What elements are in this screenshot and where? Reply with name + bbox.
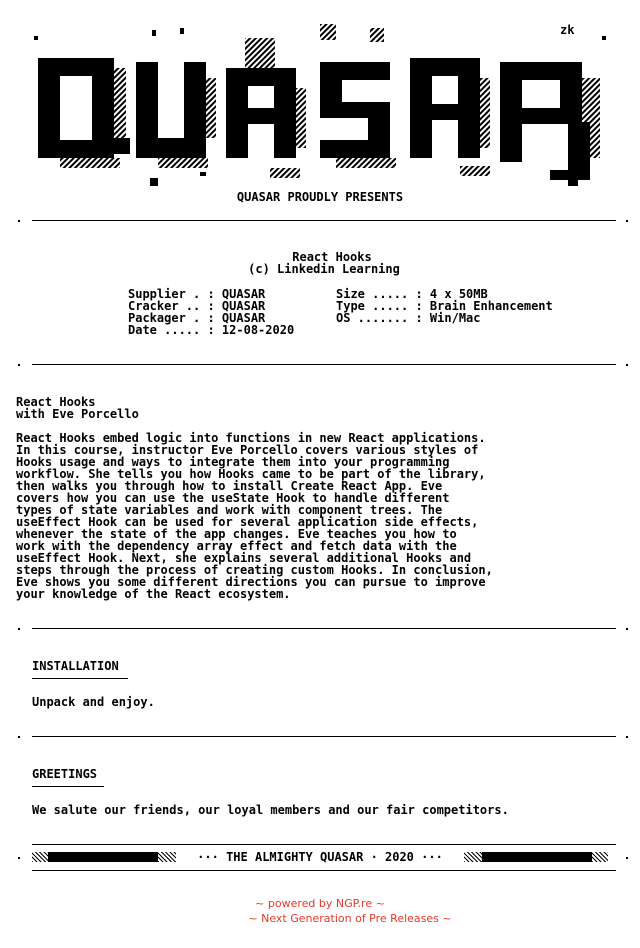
logo-letter-a — [226, 38, 306, 158]
installation-text: Unpack and enjoy. — [32, 695, 155, 709]
separator-dot — [626, 628, 628, 630]
footer-powered: ~ powered by NGP.re ~ — [255, 897, 385, 910]
description-line: covers how you can use the useState Hook to handle different — [16, 491, 450, 505]
description-line: In this course, instructor Eve Porcello covers various styles of — [16, 443, 479, 457]
logo-letter-a2 — [410, 58, 490, 158]
separator — [32, 870, 616, 871]
footer-tagline: ~ Next Generation of Pre Releases ~ — [248, 912, 452, 925]
release-info-right — [336, 288, 553, 324]
separator — [32, 364, 616, 365]
separator-dot — [18, 736, 20, 738]
release-info-left — [128, 288, 294, 336]
banner-bar-solid — [482, 852, 592, 862]
release-title: React Hooks — [292, 250, 372, 264]
logo-letter-s — [320, 62, 396, 168]
separator-dot — [18, 364, 20, 366]
separator-dot — [626, 857, 628, 859]
description-heading — [16, 396, 139, 420]
description-line: work with the dependency array effect and fetch data with the — [16, 539, 457, 553]
separator-dot — [626, 736, 628, 738]
description-line: types of state variables and work with component trees. The — [16, 503, 443, 517]
info-os: OS ....... : Win/Mac — [336, 311, 481, 325]
description-author: with Eve Porcello — [16, 407, 139, 421]
separator — [32, 736, 616, 737]
description-line: useEffect Hook. Next, she explains several additional Hooks and — [16, 551, 472, 565]
separator-dot — [18, 220, 20, 222]
logo-letter-u — [136, 62, 216, 168]
logo-letter-r — [500, 62, 600, 180]
info-packager: Packager . : QUASAR — [128, 311, 266, 325]
description-line: your knowledge of the React ecosystem. — [16, 587, 291, 601]
greetings-text: We salute our friends, our loyal members and our fair competitors. — [32, 803, 509, 817]
quasar-logo — [20, 18, 620, 193]
description-body — [16, 432, 493, 600]
description-line: workflow. She tells you how Hooks came to be part of the library, — [16, 467, 486, 481]
description-line: whenever the state of the app changes. Eve teaches you how to — [16, 527, 457, 541]
separator-dot — [626, 220, 628, 222]
banner-bar-hatch — [464, 852, 482, 862]
description-line: steps through the process of creating custom Hooks. In conclusion, — [16, 563, 493, 577]
info-cracker: Cracker .. : QUASAR — [128, 299, 266, 313]
info-type: Type ..... : Brain Enhancement — [336, 299, 553, 313]
description-line: Eve shows you some different directions you can pursue to improve — [16, 575, 486, 589]
bottom-banner-text: ··· THE ALMIGHTY QUASAR · 2020 ··· — [197, 850, 443, 864]
banner-bar-hatch — [592, 852, 608, 862]
description-line: then walks you through how to install Create React App. Eve — [16, 479, 443, 493]
separator-dot — [18, 628, 20, 630]
separator — [32, 220, 616, 221]
separator-dot — [626, 364, 628, 366]
info-supplier: Supplier . : QUASAR — [128, 287, 266, 301]
separator — [32, 844, 616, 845]
logo-letter-q — [38, 58, 130, 168]
info-date: Date ..... : 12-08-2020 — [128, 323, 295, 337]
logo-tag: zk — [560, 23, 575, 37]
info-size: Size ..... : 4 x 50MB — [336, 287, 488, 301]
release-publisher: (c) Linkedin Learning — [248, 262, 400, 276]
installation-heading: INSTALLATION — [32, 660, 128, 679]
description-line: React Hooks embed logic into functions in new React applications. — [16, 431, 486, 445]
greetings-heading: GREETINGS — [32, 768, 104, 787]
description-line: useEffect Hook can be used for several application side effects, — [16, 515, 479, 529]
presents-line: QUASAR PROUDLY PRESENTS — [236, 190, 404, 204]
description-line: Hooks usage and ways to integrate them into your programming — [16, 455, 450, 469]
description-title: React Hooks — [16, 395, 96, 409]
separator — [32, 628, 616, 629]
